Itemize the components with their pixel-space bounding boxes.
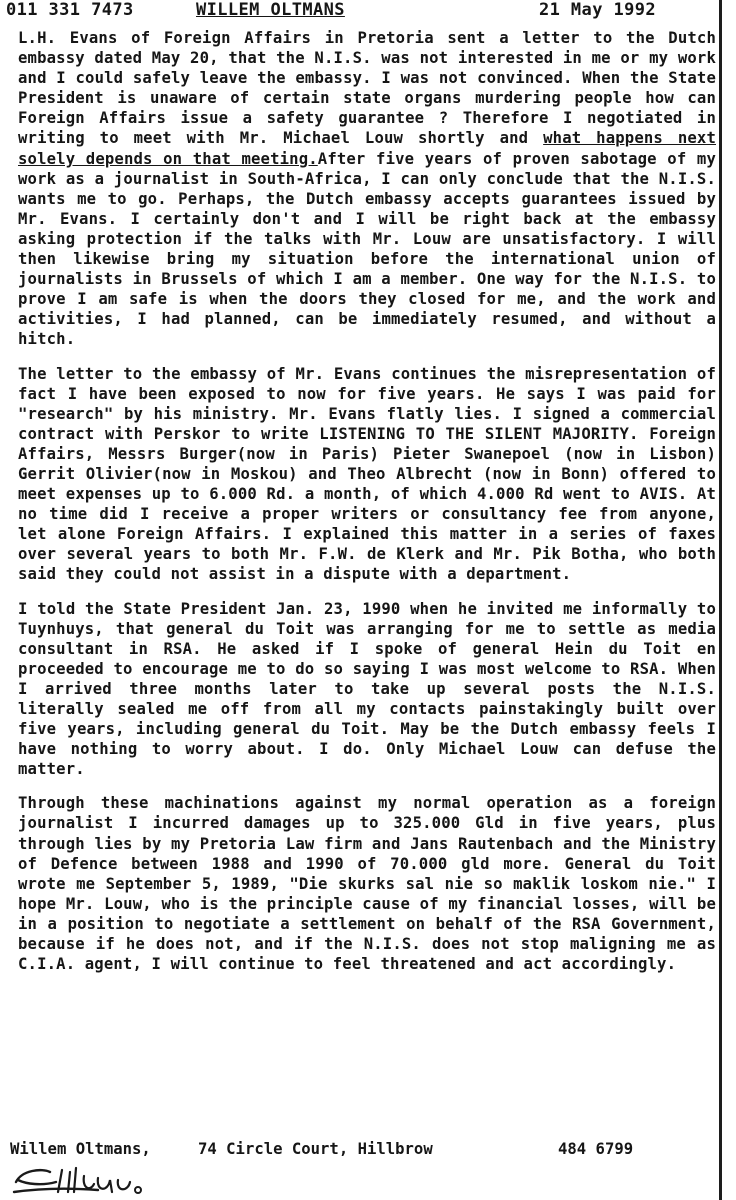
footer-address: 74 Circle Court, Hillbrow	[198, 1140, 433, 1158]
paragraph-3-text: I told the State President Jan. 23, 1990 when he invited me informally to Tuynhuys, that general du Toit was arranging for me to settle as media consultant in RSA. He asked if I spoke of general Hein du Toit en proceeded to encourage me to do so saying I was most welcome to RSA. When I arrived three months later to take up several posts the N.I.S. literally sealed me off from all my contacts painstakingly built over five years, including general du Toit. May be the Dutch embassy feels I have nothing to worry about. I do. Only Michael Louw can defuse the matter.	[18, 599, 716, 779]
paragraph-1-underlined: what happens next solely depends on that meeting.	[18, 129, 716, 168]
paragraph-1	[18, 28, 716, 350]
sender-name: WILLEM OLTMANS	[196, 0, 345, 20]
paragraph-2	[18, 364, 716, 585]
paragraph-4	[18, 793, 716, 974]
paragraph-1-continued: After five years of proven sabotage of my work as a journalist in South-Africa, I can only conclude that the N.I.S. wants me to go. Perhaps, the Dutch embassy accepts guarantees issued by Mr. Evans. I certainly don't and I will be right back at the embassy asking protection if the talks with Mr. Louw are unsatisfactory. I will then likewise bring my situation before the international union of journalists in Brussels of which I am a member. One way for the N.I.S. to prove I am safe is when the doors they closed for me, and the work and activities, I had planned, can be immediately resumed, and without a hitch.	[18, 149, 716, 349]
paragraph-1-text: L.H. Evans of Foreign Affairs in Pretoria sent a letter to the Dutch embassy dated May 20, that the N.I.S. was not interested in me or my work and I could safely leave the embassy. I was not convinced. When the State President is unaware of certain state organs murdering people how can Foreign Affairs issue a safety guarantee ? Therefore I negotiated in writing to meet with Mr. Michael Louw shortly and	[18, 29, 716, 148]
fax-edge-line	[719, 0, 722, 1200]
footer-name: Willem Oltmans,	[10, 1140, 151, 1158]
letter-footer	[10, 1140, 716, 1158]
paragraph-3	[18, 599, 716, 780]
paragraph-4-text: Through these machinations against my normal operation as a foreign journalist I incurred damages up to 325.000 Gld in five years, plus through lies by my Pretoria Law firm and Jans Rautenbach and the Ministry of Defence between 1988 and 1990 of 70.000 gld more. General du Toit wrote me September 5, 1989, "Die skurks sal nie so maklik loskom nie." I hope Mr. Louw, who is the principle cause of my financial losses, will be in a position to negotiate a settlement on behalf of the RSA Government, because if he does not, and if the N.I.S. does not stop maligning me as C.I.A. agent, I will continue to feel threatened and act accordingly.	[18, 794, 716, 974]
sender-phone: 011 331 7473	[6, 0, 134, 20]
paragraph-2-text: The letter to the embassy of Mr. Evans continues the misrepresentation of fact I have been exposed to now for five years. He says I was paid for "research" by his ministry. Mr. Evans flatly lies. I signed a commercial contract with Perskor to write LISTENING TO THE SILENT MAJORITY. Foreign Affairs, Messrs Burger(now in Paris) Pieter Swanepoel (now in Lisbon) Gerrit Olivier(now in Moskou) and Theo Albrecht (now in Bonn) offered to meet expenses up to 6.000 Rd. a month, of which 4.000 Rd went to AVIS. At no time did I receive a proper writers or consultancy fee from anyone, let alone Foreign Affairs. I explained this matter in a series of faxes over several years to both Mr. F.W. de Klerk and Mr. Pik Botha, who both said they could not assist in a dispute with a department.	[18, 364, 716, 584]
letter-body	[18, 28, 716, 988]
fax-date: 21 May 1992	[539, 0, 656, 20]
handwritten-signature	[12, 1162, 222, 1198]
footer-phone: 484 6799	[558, 1140, 634, 1158]
fax-header	[6, 0, 656, 22]
